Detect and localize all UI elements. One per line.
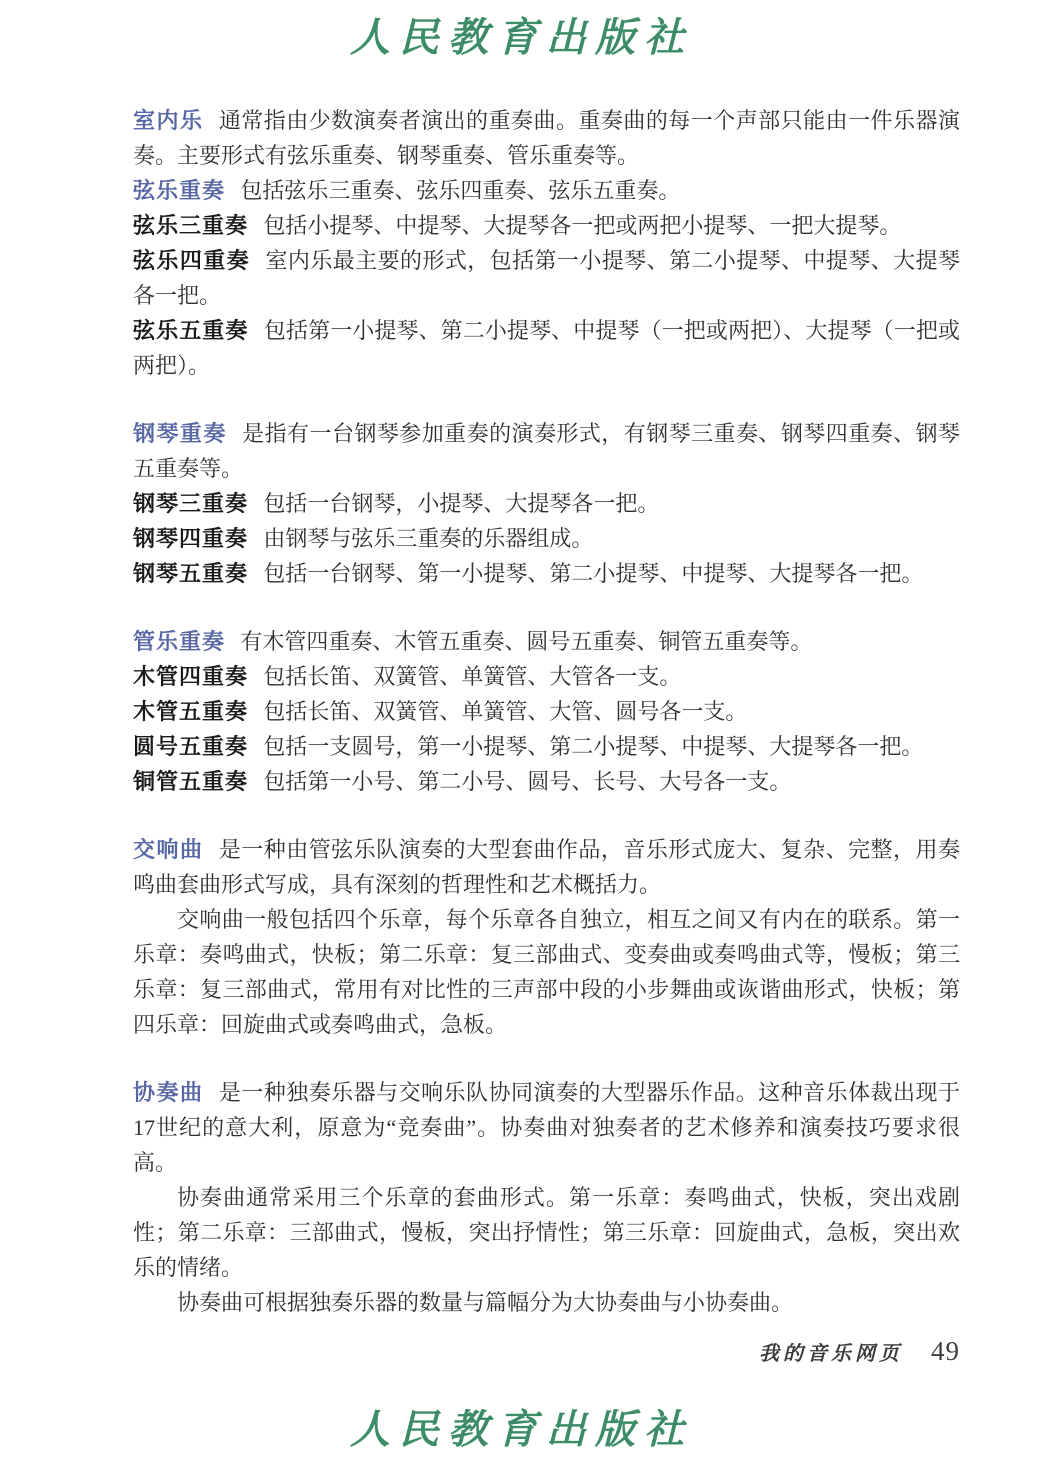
publisher-logo-bottom: 人民教育出版社 <box>350 1407 693 1452</box>
definition-text: 包括一台钢琴、第一小提琴、第二小提琴、中提琴、大提琴各一把。 <box>263 561 924 586</box>
definition-entry <box>133 694 960 729</box>
definition-section <box>133 624 960 799</box>
term-label: 钢琴重奏 <box>133 421 227 446</box>
definition-entry <box>133 521 960 556</box>
definition-text: 协奏曲通常采用三个乐章的套曲形式。第一乐章：奏鸣曲式，快板，突出戏剧性；第二乐章：三部曲式，慢板，突出抒情性；第三乐章：回旋曲式，急板，突出欢乐的情绪。 <box>133 1185 960 1280</box>
definition-entry <box>133 764 960 799</box>
definition-section <box>133 1075 960 1320</box>
definition-text: 有木管四重奏、木管五重奏、圆号五重奏、铜管五重奏等。 <box>240 629 813 654</box>
body-paragraph <box>133 1285 960 1320</box>
term-label: 木管五重奏 <box>133 699 249 724</box>
term-label: 弦乐五重奏 <box>133 318 249 343</box>
term-label: 协奏曲 <box>133 1080 204 1105</box>
definition-text: 通常指由少数演奏者演出的重奏曲。重奏曲的每一个声部只能由一件乐器演奏。主要形式有弦乐重奏、钢琴重奏、管乐重奏等。 <box>133 108 960 168</box>
definition-entry <box>133 659 960 694</box>
definition-section <box>133 416 960 591</box>
definition-entry <box>133 313 960 383</box>
definition-entry <box>133 103 960 173</box>
term-label: 钢琴四重奏 <box>133 526 249 551</box>
definition-text: 是指有一台钢琴参加重奏的演奏形式，有钢琴三重奏、钢琴四重奏、钢琴五重奏等。 <box>133 421 960 481</box>
page-number: 49 <box>931 1336 960 1366</box>
definition-entry <box>133 729 960 764</box>
definition-entry <box>133 556 960 591</box>
definition-text: 是一种独奏乐器与交响乐队协同演奏的大型器乐作品。这种音乐体裁出现于17世纪的意大利，原意为“竞奏曲”。协奏曲对独奏者的艺术修养和演奏技巧要求很高。 <box>133 1080 960 1175</box>
definition-text: 包括小提琴、中提琴、大提琴各一把或两把小提琴、一把大提琴。 <box>263 213 902 238</box>
definition-section <box>133 103 960 383</box>
body-paragraph <box>133 902 960 1042</box>
definitions <box>133 103 960 1320</box>
definition-entry <box>133 1075 960 1180</box>
definition-entry <box>133 208 960 243</box>
term-label: 铜管五重奏 <box>133 769 249 794</box>
definition-text: 室内乐最主要的形式，包括第一小提琴、第二小提琴、中提琴、大提琴各一把。 <box>133 248 960 308</box>
term-label: 钢琴五重奏 <box>133 561 249 586</box>
definition-text: 包括第一小提琴、第二小提琴、中提琴（一把或两把）、大提琴（一把或两把）。 <box>133 318 960 378</box>
definition-entry <box>133 832 960 902</box>
definition-entry <box>133 243 960 313</box>
page-footer <box>759 1336 960 1367</box>
body-paragraph <box>133 1180 960 1285</box>
definition-text: 是一种由管弦乐队演奏的大型套曲作品，音乐形式庞大、复杂、完整，用奏鸣曲套曲形式写成，具有深刻的哲理性和艺术概括力。 <box>133 837 960 897</box>
term-label: 管乐重奏 <box>133 629 226 654</box>
definition-text: 由钢琴与弦乐三重奏的乐器组成。 <box>263 526 594 551</box>
definition-text: 包括一支圆号，第一小提琴、第二小提琴、中提琴、大提琴各一把。 <box>263 734 924 759</box>
definition-text: 协奏曲可根据独奏乐器的数量与篇幅分为大协奏曲与小协奏曲。 <box>177 1290 794 1315</box>
term-label: 弦乐四重奏 <box>133 248 251 273</box>
publisher-logo-top: 人民教育出版社 <box>350 15 693 60</box>
definition-text: 包括第一小号、第二小号、圆号、长号、大号各一支。 <box>263 769 792 794</box>
definition-text: 包括长笛、双簧管、单簧管、大管、圆号各一支。 <box>263 699 748 724</box>
definition-text: 交响曲一般包括四个乐章，每个乐章各自独立，相互之间又有内在的联系。第一乐章：奏鸣曲式，快板；第二乐章：复三部曲式、变奏曲或奏鸣曲式等，慢板；第三乐章：复三部曲式，常用有对比性的三声部中段的小步舞曲或诙谐曲形式，快板；第四乐章：回旋曲式或奏鸣曲式，急板。 <box>133 907 960 1037</box>
term-label: 弦乐重奏 <box>133 178 226 203</box>
term-label: 木管四重奏 <box>133 664 249 689</box>
definition-text: 包括长笛、双簧管、单簧管、大管各一支。 <box>263 664 682 689</box>
term-label: 弦乐三重奏 <box>133 213 249 238</box>
definition-section <box>133 832 960 1042</box>
term-label: 钢琴三重奏 <box>133 491 249 516</box>
term-label: 交响曲 <box>133 837 204 862</box>
definition-entry <box>133 416 960 486</box>
definition-text: 包括弦乐三重奏、弦乐四重奏、弦乐五重奏。 <box>240 178 681 203</box>
term-label: 室内乐 <box>133 108 204 133</box>
definition-entry <box>133 173 960 208</box>
term-label: 圆号五重奏 <box>133 734 249 759</box>
footer-section-title: 我的音乐网页 <box>759 1343 903 1365</box>
definition-entry <box>133 486 960 521</box>
definition-entry <box>133 624 960 659</box>
definition-text: 包括一台钢琴，小提琴、大提琴各一把。 <box>263 491 660 516</box>
